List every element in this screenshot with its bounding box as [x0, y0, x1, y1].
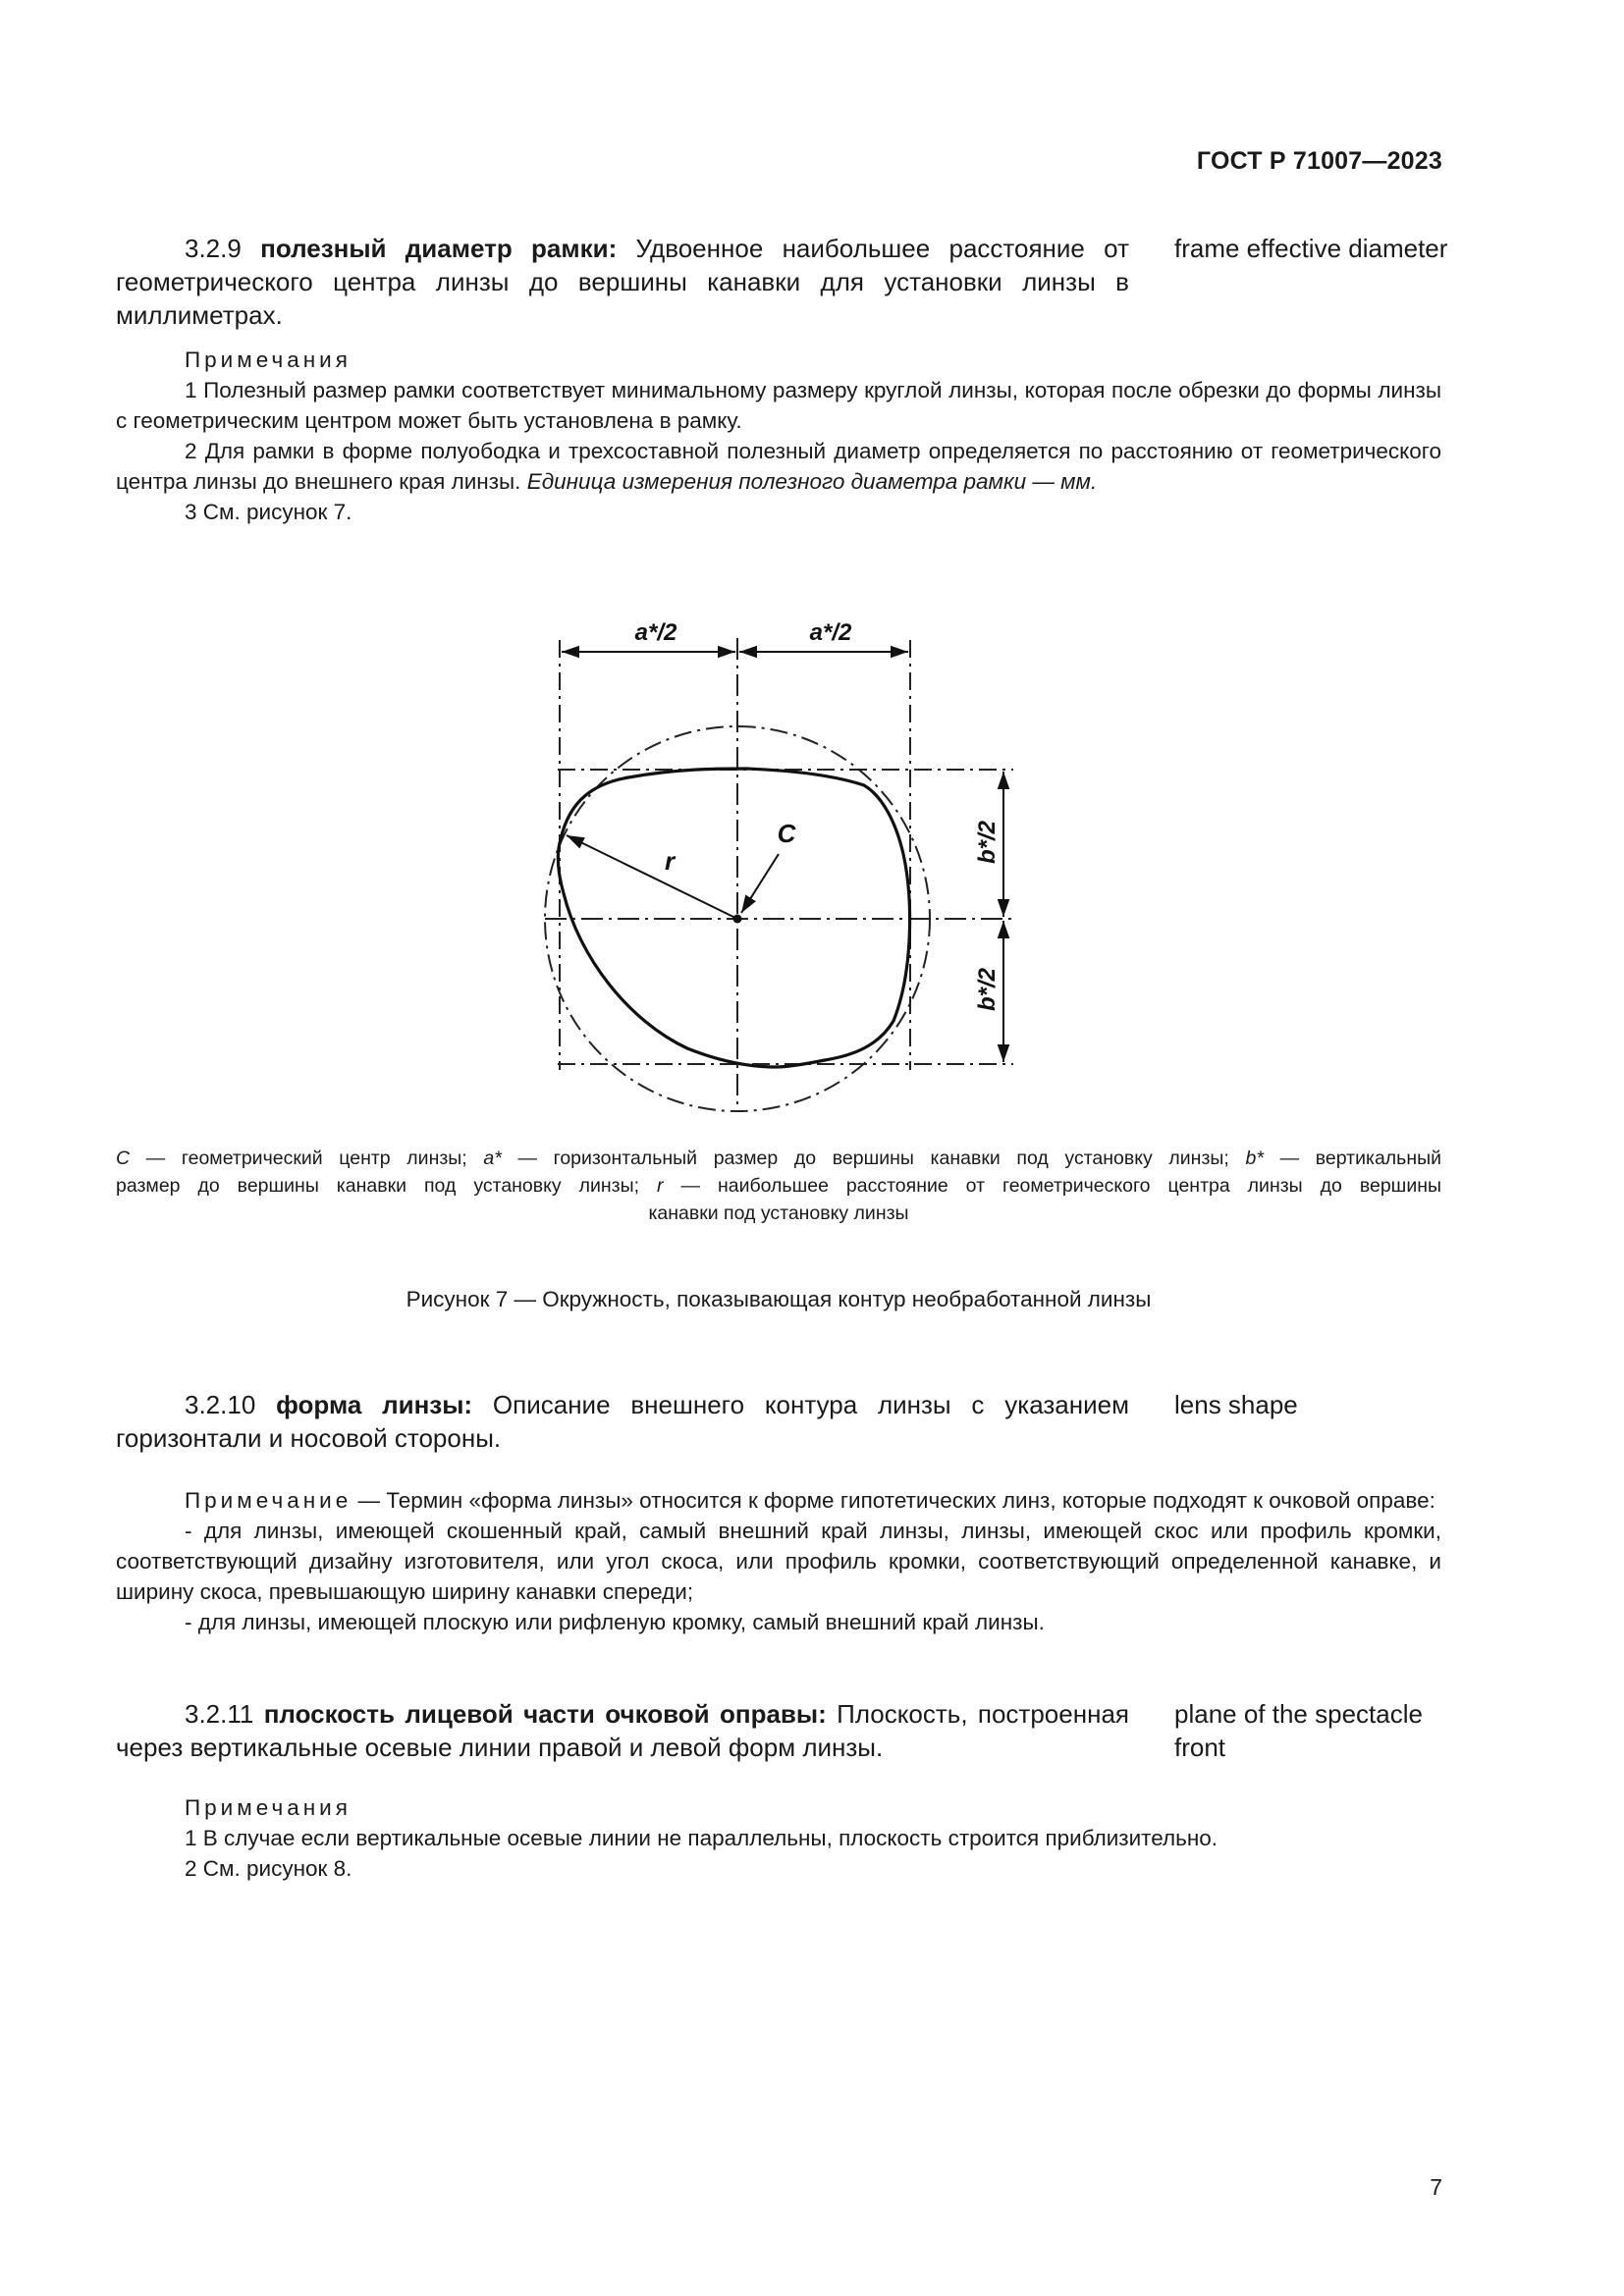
term-number: 3.2.9: [185, 234, 242, 263]
definition-paragraph: [116, 1697, 1129, 1764]
note-2: 2 См. рисунок 8.: [185, 1856, 352, 1881]
note-paragraph: [116, 1485, 1441, 1516]
english-term: lens shape: [1174, 1390, 1298, 1419]
figure-legend: [116, 1145, 1441, 1227]
notes-title: Примечания: [185, 347, 352, 372]
note-title: Примечание: [185, 1488, 352, 1513]
term-definition: Плоскость, построенная через вертикальные осевые линии правой и левой форм линзы.: [116, 1699, 1129, 1762]
label-center: C: [777, 819, 796, 848]
legend-line-2: размер до вершины канавки под установку линзы; r — наибольшее расстояние от геометрического центра линзы до вершины: [116, 1175, 1441, 1197]
note-1: 1 Полезный размер рамки соответствует минимальному размеру круглой линзы, которая после обрезки до формы линзы с геометрическим центром может быть установлена в рамку.: [116, 378, 1441, 433]
center-point: [733, 915, 742, 924]
note-text: — Термин «форма линзы» относится к форме гипотетических линз, которые подходят к очковой оправе:: [357, 1488, 1435, 1513]
label-a-right: a*/2: [809, 619, 852, 646]
label-radius: r: [664, 846, 676, 876]
note-item-2: - для линзы, имеющей плоскую или рифленую кромку, самый внешний край линзы.: [185, 1610, 1045, 1634]
legend-line-3: канавки под установку линзы: [648, 1202, 909, 1224]
term-definition: Удвоенное наибольшее расстояние от геометрического центра линзы до вершины канавки для установки линзы в миллиметрах.: [116, 234, 1129, 330]
standard-designation: ГОСТ Р 71007—2023: [1196, 147, 1442, 175]
term-number: 3.2.10: [185, 1390, 256, 1419]
term-title: полезный диаметр рамки:: [260, 234, 618, 263]
label-a-left: a*/2: [634, 619, 677, 646]
english-term: plane of the spectacle front: [1174, 1699, 1423, 1762]
radius-line: [567, 835, 735, 918]
notes-title: Примечания: [185, 1795, 352, 1820]
term-title: форма линзы:: [276, 1390, 473, 1419]
notes-3-2-10: [116, 1485, 1441, 1637]
note-3: 3 См. рисунок 7.: [185, 500, 352, 524]
english-term: frame effective diameter: [1174, 234, 1448, 263]
term-definition: Описание внешнего контура линзы с указанием горизонтали и носовой стороны.: [116, 1390, 1129, 1453]
notes-3-2-11: [116, 1792, 1441, 1884]
note-2-text: 2 Для рамки в форме полуободка и трехсоставной полезный диаметр определяется по расстоянию от геометрического центра линзы до внешнего края линзы.: [116, 439, 1441, 494]
note-2-unit: Единица измерения полезного диаметра рамки — мм.: [526, 469, 1098, 494]
center-leader: [741, 854, 779, 913]
term-number: 3.2.11: [185, 1699, 254, 1729]
note-1: 1 В случае если вертикальные осевые линии не параллельны, плоскость строится приблизительно.: [185, 1826, 1218, 1850]
label-b-bottom: b*/2: [974, 967, 1001, 1012]
definition-paragraph: [116, 1388, 1129, 1455]
label-b-top: b*/2: [974, 820, 1001, 865]
page-number: 7: [1430, 2174, 1442, 2200]
figure-caption: Рисунок 7 — Окружность, показывающая контур необработанной линзы: [406, 1287, 1152, 1311]
term-title: плоскость лицевой части очковой оправы:: [263, 1699, 827, 1729]
legend-line-1: C — геометрический центр линзы; a* — горизонтальный размер до вершины канавки под установку линзы; b* — вертикальный: [116, 1148, 1442, 1169]
figure-7-diagram: [0, 0, 1624, 1139]
note-item-1: - для линзы, имеющей скошенный край, самый внешний край линзы, линзы, имеющей скос или профиль кромки, соответствующий дизайну изготовителя, или угол скоса, или профиль кромки, соответствующий определенной канавке, и ширину скоса, превышающую ширину канавки спереди;: [116, 1519, 1441, 1604]
